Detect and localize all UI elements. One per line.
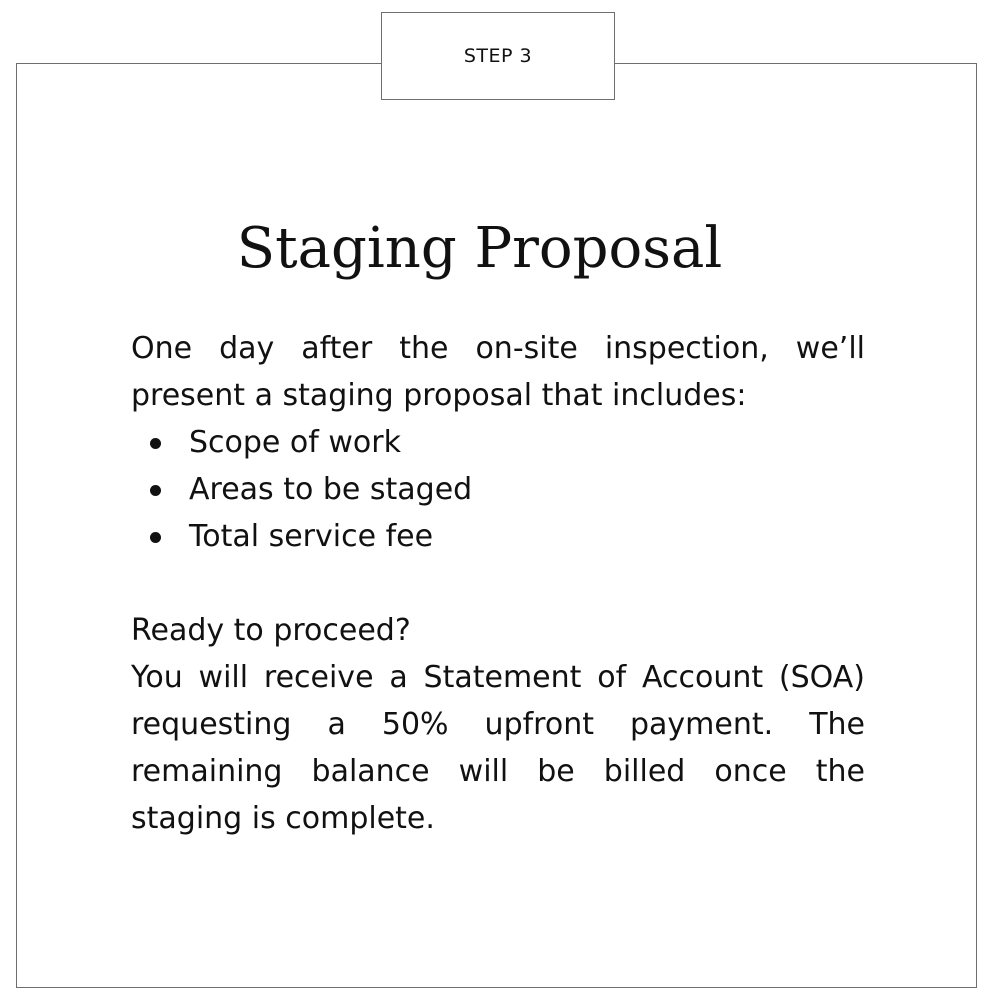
page-title: Staging Proposal: [236, 216, 723, 281]
bullet-dot-icon: [150, 485, 161, 496]
intro-paragraph: One day after the on-site inspection, we’ll present a staging proposal that includes:: [131, 331, 865, 413]
step-card: [16, 63, 977, 988]
card-content: [131, 325, 865, 842]
step-label: STEP 3: [463, 45, 533, 67]
list-item: [131, 513, 865, 560]
section-spacer: [131, 560, 865, 607]
list-item-label: Scope of work: [189, 425, 401, 460]
list-item: [131, 419, 865, 466]
bullet-dot-icon: [150, 532, 161, 543]
list-item-label: Total service fee: [189, 519, 434, 554]
included-items-list: [131, 419, 865, 560]
list-item: [131, 466, 865, 513]
question-line: Ready to proceed?: [131, 613, 411, 648]
closing-paragraph: You will receive a Statement of Account (SOA) requesting a 50% upfront payment. The remaining balance will be billed once the staging is complete.: [131, 660, 865, 836]
bullet-dot-icon: [150, 438, 161, 449]
step-badge: [381, 12, 615, 100]
list-item-label: Areas to be staged: [189, 472, 473, 507]
